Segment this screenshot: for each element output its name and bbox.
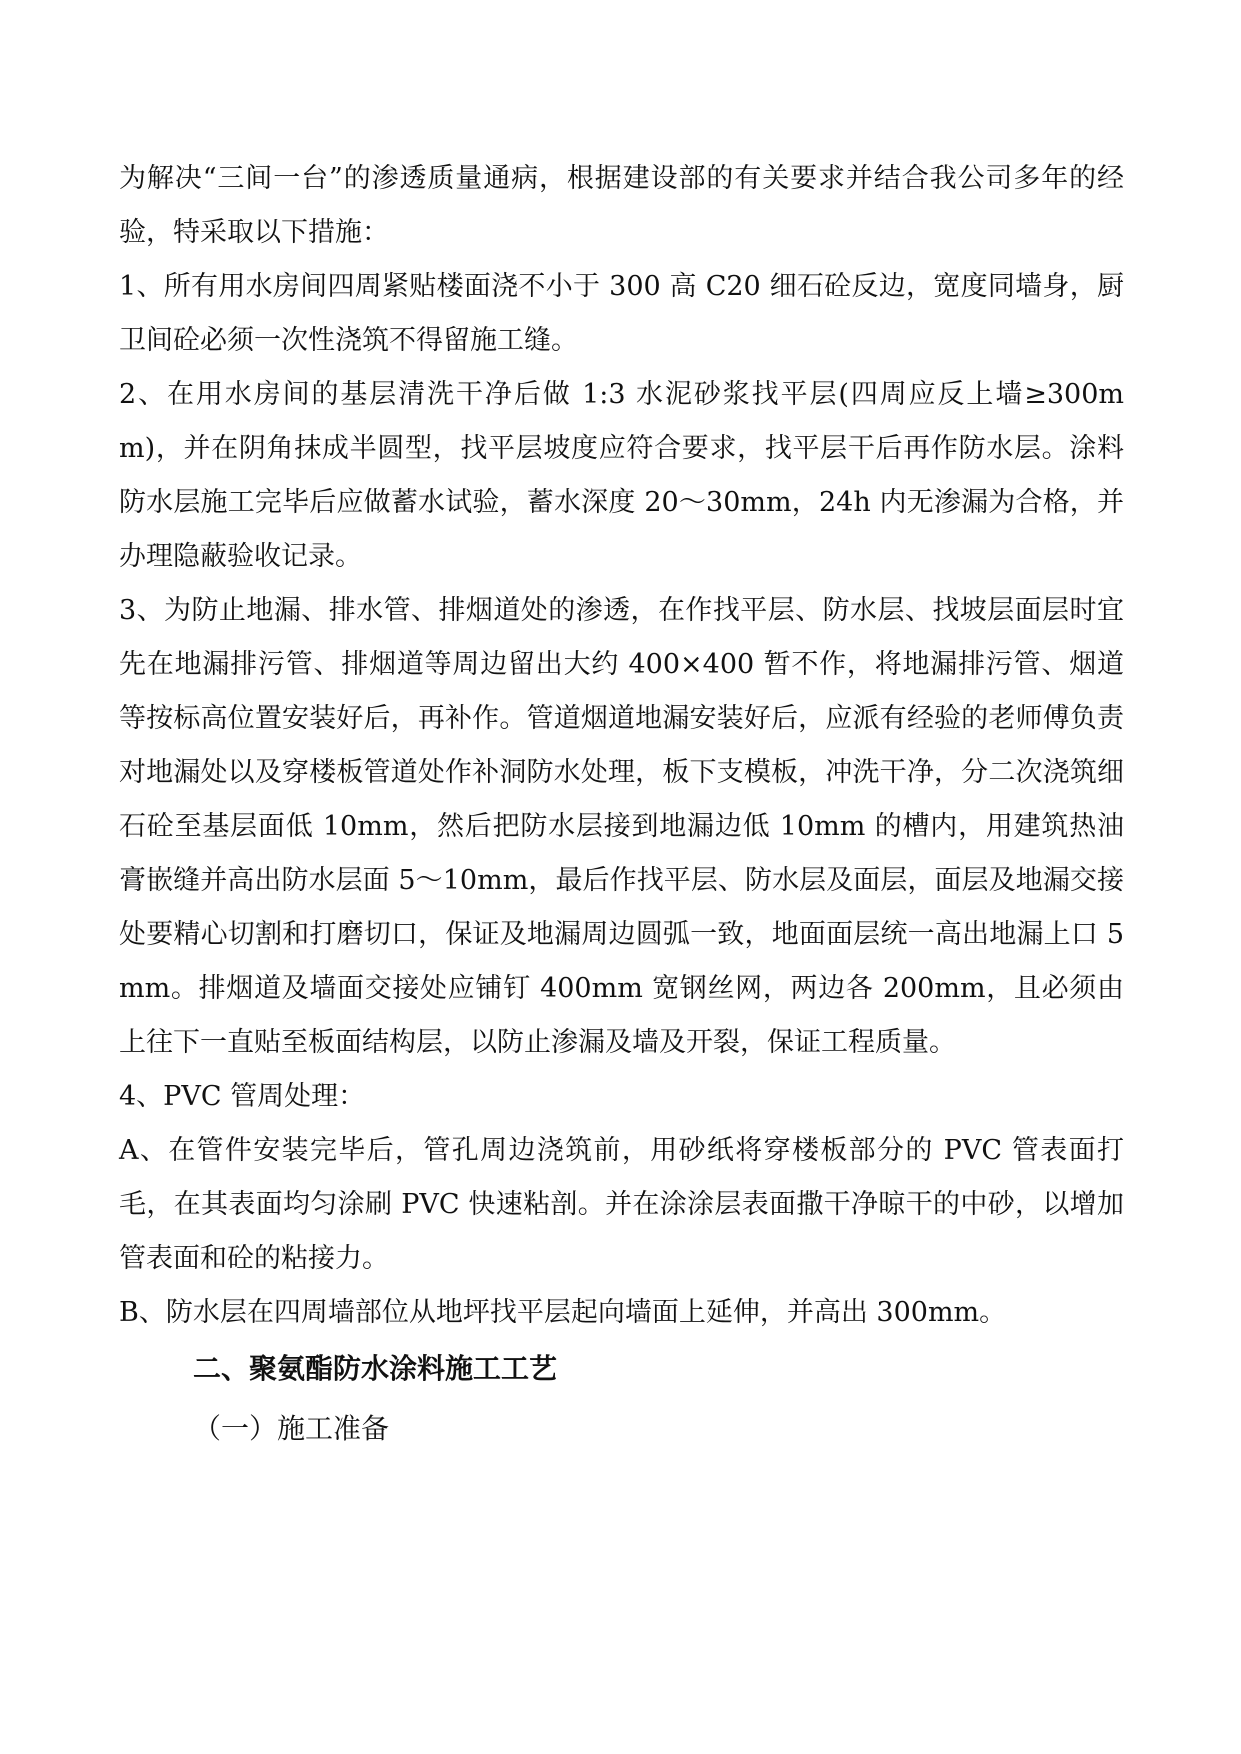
measure-3-paragraph: 3、为防止地漏、排水管、排烟道处的渗透，在作找平层、防水层、找坡层面层时宜先在地漏排污管、排烟道等周边留出大约 400×400 暂不作，将地漏排污管、烟道等按标高位置安装好后，再补作。管道烟道地漏安装好后，应派有经验的老师傅负责对地漏处以及穿楼板管道处作补洞防水处理，板下支模板，冲洗干净，分二次浇筑细石砼至基层面低 10mm，然后把防水层接到地漏边低 10mm 的槽内，用建筑热油膏嵌缝并高出防水层面 5～10mm，最后作找平层、防水层及面层，面层及地漏交接处要精心切割和打磨切口，保证及地漏周边圆弧一致，地面面层统一高出地漏上口 5mm。排烟道及墙面交接处应铺钉 400mm 宽钢丝网，两边各 200mm，且必须由上往下一直贴至板面结构层，以防止渗漏及墙及开裂，保证工程质量。 bbox=[119, 595, 1124, 1058]
measure-1-paragraph: 1、所有用水房间四周紧贴楼面浇不小于 300 高 C20 细石砼反边，宽度同墙身，厨卫间砼必须一次性浇筑不得留施工缝。 bbox=[119, 271, 1124, 356]
measure-4-paragraph: 4、PVC 管周处理： bbox=[119, 1081, 366, 1112]
measure-2-paragraph: 2、在用水房间的基层清洗干净后做 1:3 水泥砂浆找平层(四周应反上墙≥300mm)，并在阴角抹成半圆型，找平层坡度应符合要求，找平层干后再作防水层。涂料防水层施工完毕后应做蓄水试验，蓄水深度 20～30mm，24h 内无渗漏为合格，并办理隐蔽验收记录。 bbox=[119, 379, 1124, 572]
measure-4b-paragraph: B、防水层在四周墙部位从地坪找平层起向墙面上延伸，并高出 300mm。 bbox=[119, 1297, 1007, 1328]
document-body bbox=[119, 152, 1124, 1456]
section-heading: 二、聚氨酯防水涂料施工工艺 bbox=[193, 1352, 558, 1385]
intro-paragraph: 为解决“三间一台”的渗透质量通病，根据建设部的有关要求并结合我公司多年的经验，特采取以下措施： bbox=[119, 163, 1124, 248]
subsection-heading: （一）施工准备 bbox=[193, 1412, 390, 1445]
measure-4a-paragraph: A、在管件安装完毕后，管孔周边浇筑前，用砂纸将穿楼板部分的 PVC 管表面打毛，在其表面均匀涂刷 PVC 快速粘剖。并在涂涂层表面撒干净晾干的中砂，以增加管表面和砼的粘接力。 bbox=[119, 1135, 1124, 1274]
